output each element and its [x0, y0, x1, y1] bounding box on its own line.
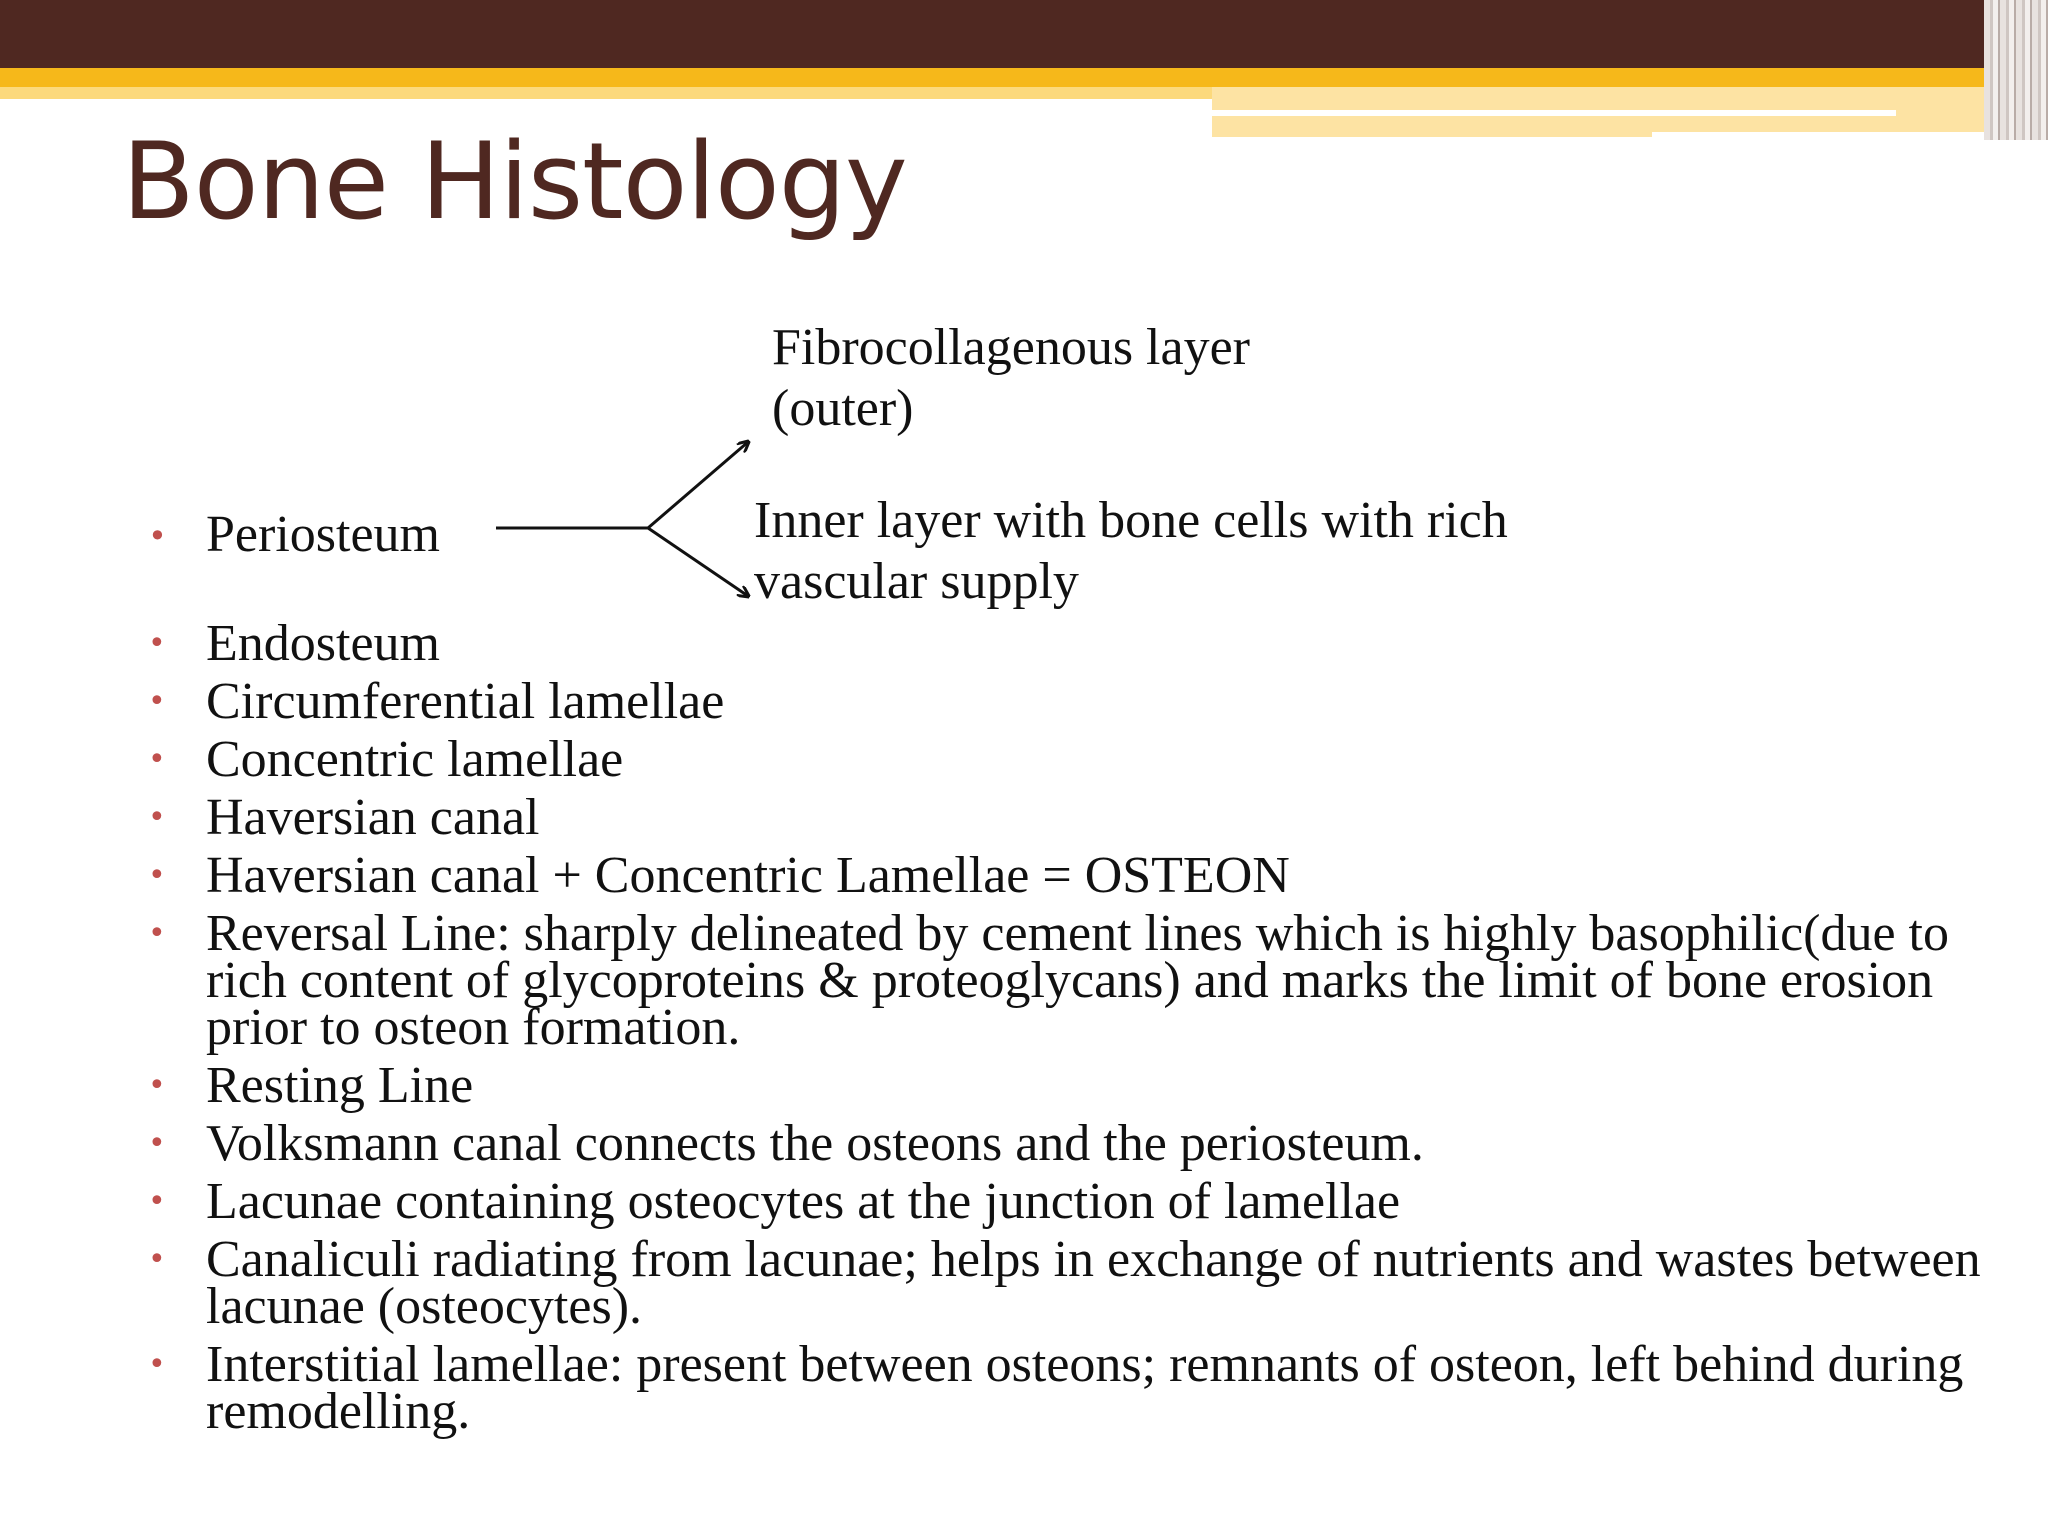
periosteum-outer-line: Fibrocollagenous layer: [772, 319, 1250, 376]
header-stripes: [1984, 0, 2048, 140]
header-band: [0, 0, 2048, 68]
header-gold-bar: [0, 68, 2048, 87]
bullet-dot: •: [148, 742, 166, 777]
list-item-text: Haversian canal + Concentric Lamellae = OSTEON: [206, 847, 1290, 904]
header-gold-light-bar: [0, 87, 1212, 99]
list-item-text: Haversian canal: [206, 789, 540, 846]
bullet-dot: •: [148, 858, 166, 893]
bullet-dot: •: [148, 1347, 166, 1382]
periosteum-inner-line: Inner layer with bone cells with rich: [754, 492, 1508, 549]
bullet-dot: •: [148, 517, 167, 555]
list-item-text: Lacunae containing osteocytes at the junction of lamellae: [206, 1173, 1401, 1230]
list-item: [0, 1057, 2048, 1114]
bullet-dot: •: [148, 1242, 166, 1277]
list-item: [0, 615, 2048, 672]
branch-arrow-down: [648, 528, 748, 596]
list-item-text: Resting Line: [206, 1057, 474, 1114]
list-item: [0, 1231, 2048, 1335]
periosteum-label: Periosteum: [206, 506, 440, 563]
bullet-dot: •: [148, 626, 166, 661]
periosteum-inner-line: vascular supply: [754, 553, 1079, 610]
list-item: [0, 847, 2048, 904]
bullet-dot: •: [148, 800, 166, 835]
list-item-text: Canaliculi radiating from lacunae; helps in exchange of nutrients and wastes between lacunae (osteocytes).: [206, 1231, 1981, 1335]
list-item: [0, 1173, 2048, 1230]
list-item: [0, 905, 2048, 1056]
bullet-dot: •: [148, 916, 166, 951]
list-item-text: Circumferential lamellae: [206, 673, 725, 730]
header-accent-line: [1212, 110, 1896, 116]
periosteum-inner-layer-text: [754, 490, 1508, 612]
list-item-text: Volksmann canal connects the osteons and the periosteum.: [206, 1115, 1424, 1172]
list-item-text: Endosteum: [206, 615, 440, 672]
bullet-dot: •: [148, 1126, 166, 1161]
branch-arrow-icon: [490, 436, 770, 606]
slide-title: Bone Histology: [122, 120, 907, 243]
list-item: [0, 731, 2048, 788]
bullet-dot: •: [148, 1184, 166, 1219]
list-item: [0, 789, 2048, 846]
list-item-text: Reversal Line: sharply delineated by cement lines which is highly basophilic(due to rich content of glycoproteins & proteoglycans) and marks the limit of bone erosion prior to osteon formation.: [206, 905, 1949, 1056]
list-item: [0, 1336, 2048, 1440]
periosteum-outer-line: (outer): [772, 380, 914, 437]
bullet-list: [0, 615, 2048, 1446]
list-item: [0, 673, 2048, 730]
bullet-dot: •: [148, 1068, 166, 1103]
bullet-dot: •: [148, 684, 166, 719]
list-item-text: Interstitial lamellae: present between osteons; remnants of osteon, left behind during remodelling.: [206, 1336, 1964, 1440]
list-item: [0, 1115, 2048, 1172]
periosteum-outer-layer-text: [772, 317, 1250, 439]
list-item-text: Concentric lamellae: [206, 731, 624, 788]
branch-arrow-up: [648, 442, 748, 528]
